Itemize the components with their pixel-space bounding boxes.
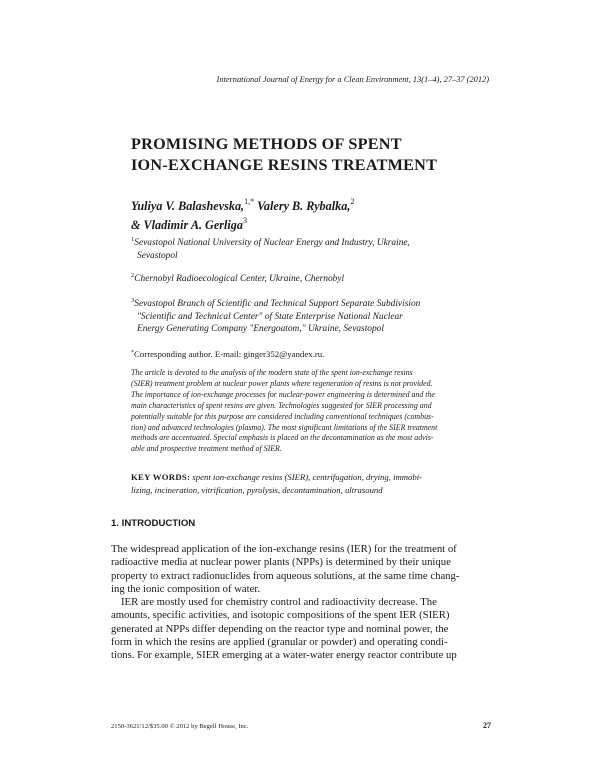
body-line: form in which the resins are applied (granular or powder) and operating condi- (111, 635, 448, 648)
body-line: IER are mostly used for chemistry control and radioactivity decrease. The (121, 596, 437, 608)
author-3: & Vladimir A. Gerliga (131, 218, 243, 232)
author-1: Yuliya V. Balashevska, (131, 199, 245, 213)
section-heading: 1. INTRODUCTION (111, 518, 196, 529)
author-line-1 (131, 197, 531, 216)
author-2: Valery B. Rybalka, (254, 199, 351, 213)
title-line-1: PROMISING METHODS OF SPENT (131, 135, 402, 153)
author-3-affil-mark: 3 (242, 216, 247, 225)
keywords-label: KEY WORDS: (131, 472, 191, 482)
affiliation-3-line-3: Energy Generating Company "Energoatom," Ukraine, Sevastopol (137, 324, 384, 334)
body-line: amounts, specific activities, and isotopic compositions of the spent IER (SIER) (111, 609, 450, 622)
abstract-line: main characteristics of spent resins are given. Technologies suggested for SIER processing and (131, 400, 432, 410)
affiliation-3-line-2: "Scientific and Technical Center" of State Enterprise National Nuclear (137, 311, 403, 322)
abstract-line: tion) and advanced technologies (plasma). The most significant limitations of the SIER treatment (131, 422, 438, 432)
abstract-line: The importance of ion-exchange processes for nuclear-power engineering is determined and the (131, 389, 435, 399)
body-line: property to extract radionuclides from aqueous solutions, at the same time chang- (111, 569, 460, 582)
affiliation-1 (131, 237, 410, 262)
body-paragraph-1 (111, 543, 491, 596)
body-paragraph-2 (111, 596, 491, 662)
affiliation-3 (131, 298, 420, 336)
corresponding-author (131, 349, 324, 359)
body-line: generated at NPPs differ depending on the reactor type and nominal power, the (111, 622, 449, 635)
affiliation-1-number: 1 (131, 236, 135, 243)
footer-copyright: 2150-3621/12/$35.00 © 2012 by Begell House, Inc. (111, 723, 249, 730)
author-line-2 (131, 216, 531, 235)
abstract-line: The article is devoted to the analysis of the modern state of the spent ion-exchange resins (131, 368, 413, 377)
journal-citation: International Journal of Energy for a Clean Environment, 13(1–4), 27–37 (2012) (216, 75, 489, 84)
corresponding-text: Corresponding author. E-mail: ginger352@yandex.ru. (134, 349, 325, 359)
body-line: tions. For example, SIER emerging at a water-water energy reactor contribute up (111, 649, 457, 662)
author-2-affil-mark: 2 (350, 197, 355, 206)
affiliation-2-line-1: Chernobyl Radioecological Center, Ukraine, Chernobyl (134, 274, 345, 284)
abstract-line: able and prospective treatment method of SIER. (131, 444, 282, 454)
page-number: 27 (483, 721, 491, 730)
abstract-line: potentially suitable for this purpose are considered including conventional techniques (combus- (131, 411, 434, 421)
corresponding-mark: * (131, 350, 134, 356)
author-1-affil-mark: 1,* (244, 197, 255, 206)
body-line: ing the ionic composition of water. (111, 582, 261, 595)
keywords-line-2: lizing, incineration, vitrification, pyrolysis, decontamination, ultrasound (131, 485, 383, 495)
abstract-line: (SIER) treatment problem at nuclear power plants where regeneration of resins is not provided. (131, 378, 433, 388)
affiliation-2-number: 2 (131, 272, 135, 279)
affiliation-2 (131, 273, 344, 286)
title-line-2: ION-EXCHANGE RESINS TREATMENT (131, 156, 438, 174)
author-list (131, 197, 531, 235)
body-line: radioactive media at nuclear power plants (NPPs) is determined by their unique (111, 556, 451, 569)
keywords (131, 471, 491, 497)
abstract (131, 368, 489, 455)
affiliation-1-line-1: Sevastopol National University of Nuclear Energy and Industry, Ukraine, (134, 238, 410, 248)
affiliation-3-line-1: Sevastopol Branch of Scientific and Technical Support Separate Subdivision (134, 299, 421, 309)
affiliation-1-line-2: Sevastopol (137, 250, 178, 261)
body-line: The widespread application of the ion-exchange resins (IER) for the treatment of (111, 543, 457, 555)
abstract-line: methods are accentuated. Special emphasis is placed on the decontamination as the most advis- (131, 433, 434, 443)
paper-title (131, 134, 511, 176)
keywords-line-1: spent ion-exchange resins (SIER), centrifugation, drying, immobi- (190, 472, 423, 482)
affiliation-3-number: 3 (131, 297, 135, 304)
